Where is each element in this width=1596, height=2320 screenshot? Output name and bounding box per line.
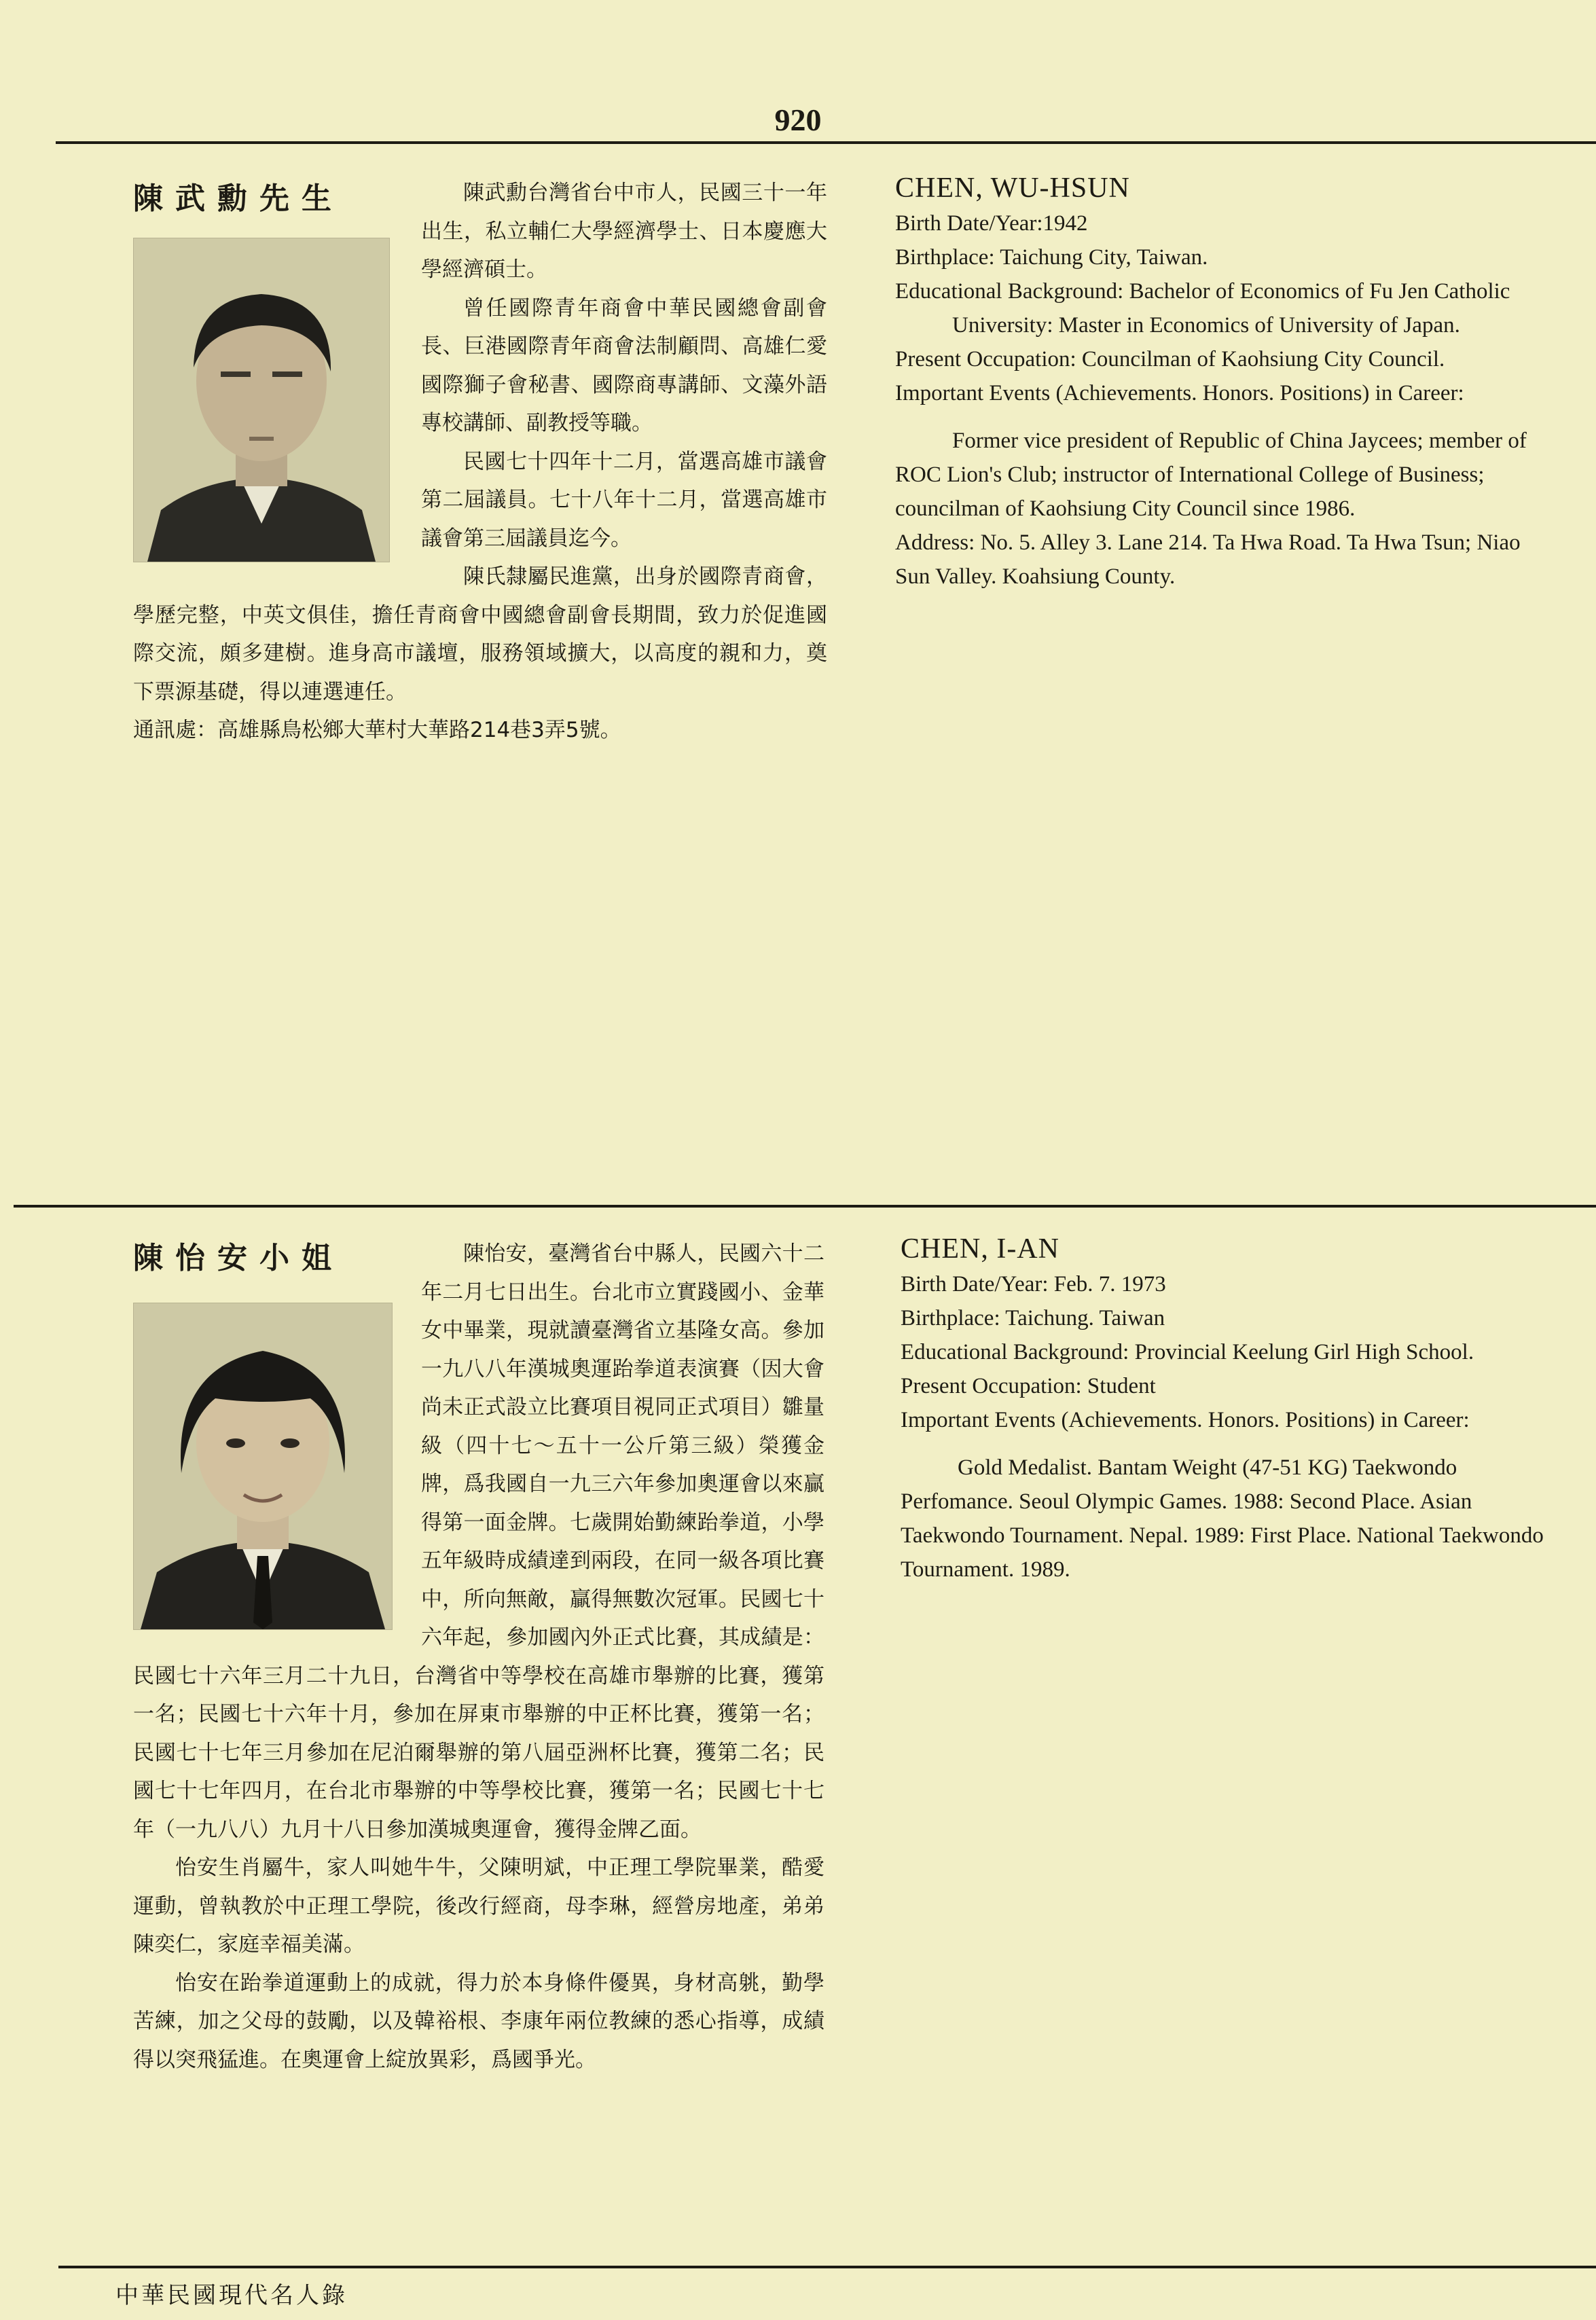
- entry-1-zh-paragraph: 曾任國際青年商會中華民國總會副會長、巨港國際青年商會法制顧問、高雄仁愛國際獅子會秘書、國際商專講師、文藻外語專校講師、副教授等職。: [421, 295, 827, 435]
- entry-2-en-line: Birthplace: Taichung. Taiwan: [901, 1306, 1165, 1330]
- entry-2-en-line: Educational Background: Provincial Keelung Girl High School.: [901, 1340, 1474, 1364]
- book-title-footer: 中華民國現代名人錄: [115, 2282, 348, 2309]
- entry-1-en-line: Educational Background: Bachelor of Economics of Fu Jen Catholic University: Master in Economics of University of Japan.: [895, 279, 1510, 338]
- entry-2-zh-paragraph: 怡安在跆拳道運動上的成就，得力於本身條件優異，身材高䠷，勤學苦練，加之父母的鼓勵，以及韓裕根、李康年兩位教練的悉心指導，成績得以突飛猛進。在奧運會上綻放異彩，爲國爭光。: [133, 1970, 824, 2072]
- entry-1-en-address: Address: No. 5. Alley 3. Lane 214. Ta Hwa Road. Ta Hwa Tsun; Niao Sun Valley. Koahsiung County.: [895, 530, 1521, 589]
- entry-1-en-name: CHEN, WU-HSUN: [895, 173, 1130, 204]
- entry-2-en-name: CHEN, I-AN: [901, 1233, 1059, 1265]
- middle-rule: [14, 1205, 1596, 1208]
- entry-1-en-biography: [895, 171, 1559, 594]
- entry-1-zh-name: 陳武勳先生: [133, 181, 344, 216]
- entry-2-en-career: Gold Medalist. Bantam Weight (47-51 KG) Taekwondo Perfomance. Seoul Olympic Games. 1988: Second Place. Asian Taekwondo Tournament. Nepal. 1989: First Place. National Taekwondo Tournament. 1989.: [901, 1455, 1544, 1582]
- entry-1-zh-biography: [133, 174, 827, 750]
- entry-2-en-line: Important Events (Achievements. Honors. Positions) in Career:: [901, 1408, 1470, 1432]
- entry-1-en-line: Present Occupation: Councilman of Kaohsiung City Council.: [895, 347, 1445, 371]
- entry-1-en-career: Former vice president of Republic of China Jaycees; member of ROC Lion's Club; instructor of International College of Business; councilman of Kaohsiung City Council since 1986.: [895, 429, 1527, 521]
- entry-1-en-line: Birth Date/Year:1942: [895, 211, 1088, 236]
- entry-1-zh-address: 通訊處：高雄縣鳥松鄉大華村大華路214巷3弄5號。: [133, 718, 621, 742]
- entry-1-zh-paragraph: 民國七十四年十二月，當選高雄市議會第二屆議員。七十八年十二月，當選高雄市議會第三屆議員迄今。: [421, 449, 827, 551]
- entry-2-zh-paragraph: 陳怡安，臺灣省台中縣人，民國六十二年二月七日出生。台北市立實踐國小、金華女中畢業，現就讀臺灣省立基隆女高。參加一九八八年漢城奧運跆拳道表演賽（因大會尚未正式設立比賽項目視同正式項目）雛量級（四十七～五十一公斤第三級）榮獲金牌，爲我國自一九三六年參加奧運會以來贏得第一面金牌。七歲開始勤練跆拳道，小學五年級時成績達到兩段，在同一級各項比賽中，所向無敵，贏得無數次冠軍。民國七十六年起，參加國內外正式比賽，其成績是：民國七十六年三月二十九日，台灣省中等學校在高雄市舉辦的比賽，獲第一名；民國七十六年十月，參加在屏東市舉辦的中正杯比賽，獲第一名；民國七十七年三月參加在尼泊爾舉辦的第八屆亞洲杯比賽，獲第二名；民國七十七年四月，在台北市舉辦的中等學校比賽，獲第一名；民國七十七年（一九八八）九月十八日參加漢城奧運會，獲得金牌乙面。: [133, 1241, 824, 1842]
- entry-2-en-line: Birth Date/Year: Feb. 7. 1973: [901, 1272, 1166, 1297]
- entry-2-en-biography: [901, 1232, 1561, 1587]
- entry-1-zh-paragraph: 陳武勳台灣省台中市人，民國三十一年出生，私立輔仁大學經濟學士、日本慶應大學經濟碩士。: [421, 181, 827, 282]
- entry-1-zh-paragraph: 陳氏隸屬民進黨，出身於國際青商會，學歷完整，中英文俱佳，擔任青商會中國總會副會長期間，致力於促進國際交流，頗多建樹。進身高市議壇，服務領域擴大，以高度的親和力，奠下票源基礎，得以連選連任。: [133, 564, 827, 704]
- page-number: 920: [774, 103, 822, 137]
- entry-2-en-line: Present Occupation: Student: [901, 1374, 1156, 1398]
- bottom-rule: [58, 2266, 1596, 2268]
- entry-1-en-line: Birthplace: Taichung City, Taiwan.: [895, 245, 1208, 270]
- entry-2-zh-paragraph: 怡安生肖屬牛，家人叫她牛牛，父陳明斌，中正理工學院畢業，酷愛運動，曾執教於中正理工學院，後改行經商，母李琳，經營房地產，弟弟陳奕仁，家庭幸福美滿。: [133, 1855, 824, 1957]
- entry-1-en-line: Important Events (Achievements. Honors. Positions) in Career:: [895, 381, 1464, 405]
- entry-2-zh-name: 陳怡安小姐: [133, 1241, 344, 1275]
- entry-2-zh-biography: [133, 1235, 824, 2079]
- top-rule: [56, 141, 1596, 144]
